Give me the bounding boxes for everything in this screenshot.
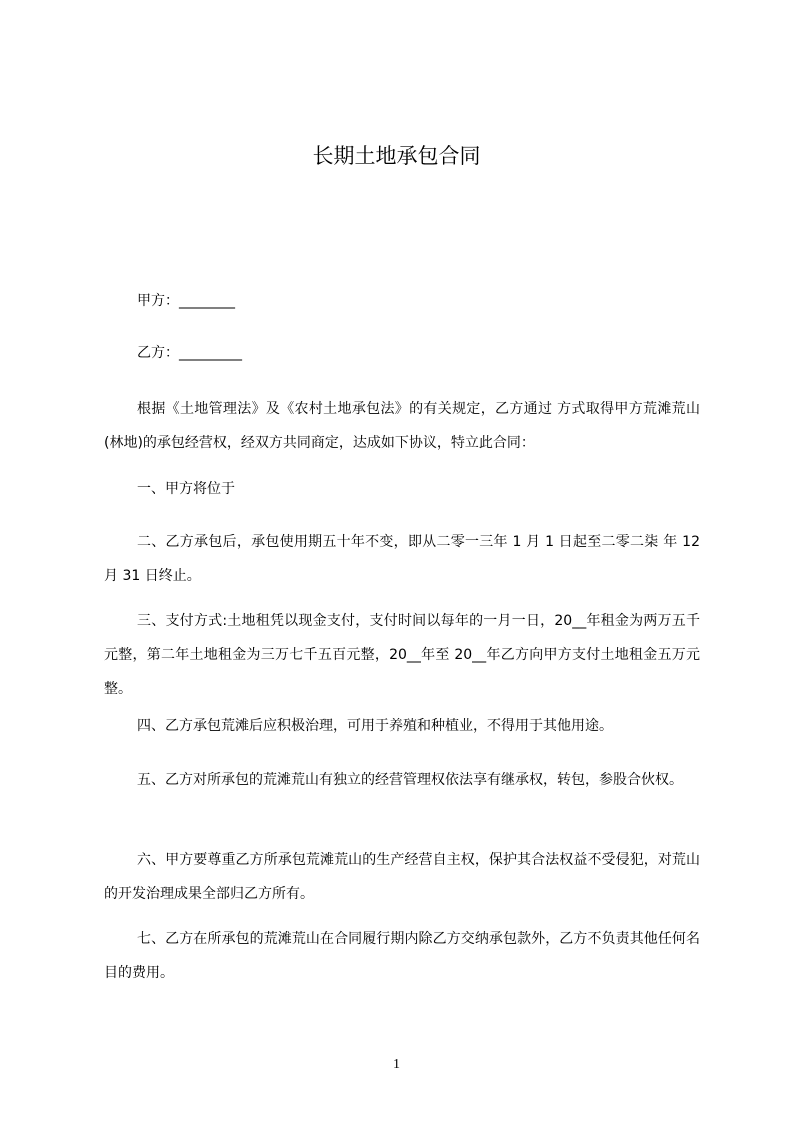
party-b-line: 乙方：_________ — [137, 345, 242, 361]
clause-6: 六、甲方要尊重乙方所承包荒滩荒山的生产经营自主权，保护其合法权益不受侵犯，对荒山的开发治理成果全部归乙方所有。 — [104, 852, 700, 902]
clause-3: 三、支付方式:土地租凭以现金支付，支付时间以每年的一月一日，20__年租金为两万五千元整，第二年土地租金为三万七千五百元整，20__年至 20__年乙方向甲方支付土地租金五万元整。 — [104, 613, 700, 697]
clause-4: 四、乙方承包荒滩后应积极治理，可用于养殖和种植业，不得用于其他用途。 — [137, 718, 613, 734]
clause-2: 二、乙方承包后，承包使用期五十年不变，即从二零一三年 1 月 1 日起至二零二柒 年 12 月 31 日终止。 — [104, 534, 700, 584]
page-number: 1 — [393, 1057, 400, 1072]
party-a-line: 甲方：________ — [137, 293, 235, 309]
clause-5: 五、乙方对所承包的荒滩荒山有独立的经营管理权依法享有继承权，转包，参股合伙权。 — [137, 772, 683, 788]
document-title: 长期土地承包合同 — [312, 144, 481, 168]
clause-1: 一、甲方将位于 — [137, 481, 235, 497]
preamble-paragraph: 根据《土地管理法》及《农村土地承包法》的有关规定，乙方通过 方式取得甲方荒滩荒山(林地)的承包经营权，经双方共同商定，达成如下协议，特立此合同： — [104, 401, 700, 451]
clause-7: 七、乙方在所承包的荒滩荒山在合同履行期内除乙方交纳承包款外，乙方不负责其他任何名目的费用。 — [104, 931, 700, 981]
